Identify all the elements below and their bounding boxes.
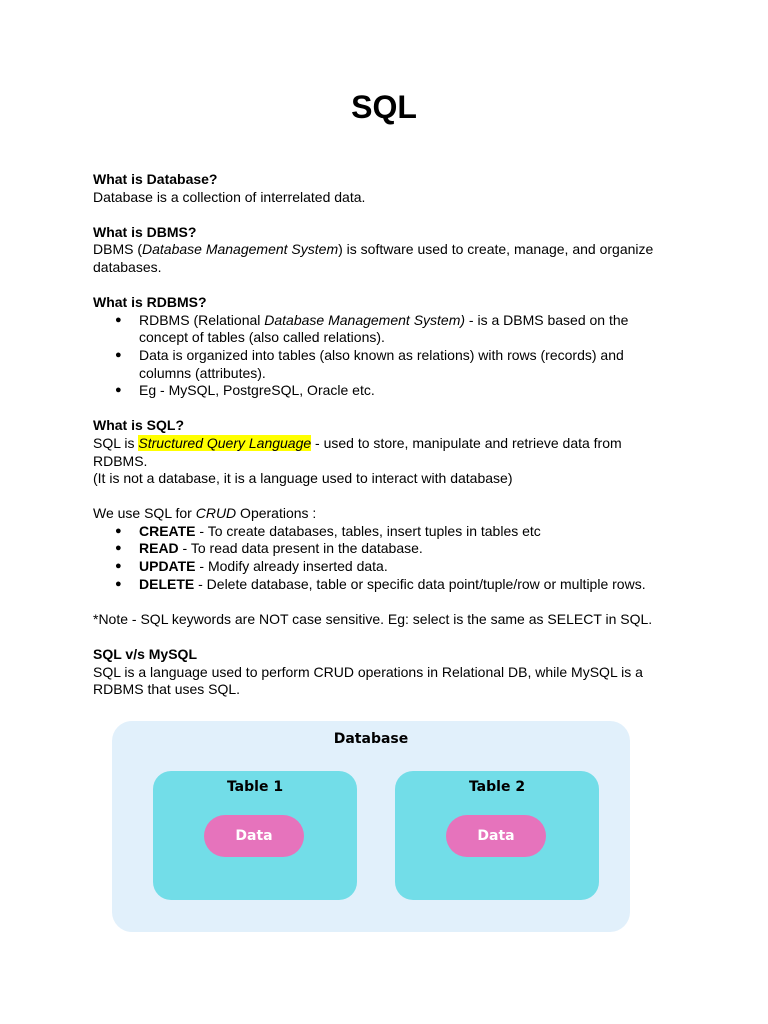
database-label: Database bbox=[333, 731, 409, 747]
table-2-box bbox=[395, 771, 599, 900]
document-body bbox=[93, 171, 673, 699]
database-diagram bbox=[112, 721, 630, 932]
sql-text: SQL is Structured Query Language - used to store, manipulate and retrieve data from RDBMS. bbox=[93, 434, 622, 469]
sql-note: (It is not a database, it is a language used to interact with database) bbox=[93, 470, 513, 487]
dbms-text: DBMS (Database Management System) is software used to create, manage, and organize databases. bbox=[93, 241, 654, 275]
data-pill-2: Data bbox=[446, 815, 546, 857]
list-item: ● DELETE - Delete database, table or specific data point/tuple/row or multiple rows. bbox=[139, 576, 673, 594]
rdbms-list bbox=[93, 312, 673, 400]
data-pill-1: Data bbox=[204, 815, 304, 857]
list-item: ● READ - To read data present in the database. bbox=[139, 540, 673, 558]
dbms-heading: What is DBMS? bbox=[93, 223, 197, 240]
database-heading: What is Database? bbox=[93, 171, 218, 187]
highlighted-term: Structured Query Language bbox=[138, 434, 312, 451]
case-note: *Note - SQL keywords are NOT case sensitive. Eg: select is the same as SELECT in SQL. bbox=[93, 610, 653, 627]
sql-heading: What is SQL? bbox=[93, 417, 184, 434]
table-1-box bbox=[153, 771, 357, 900]
rdbms-heading: What is RDBMS? bbox=[93, 294, 207, 311]
sql-vs-mysql-text: SQL is a language used to perform CRUD operations in Relational DB, while MySQL is a RDBMS that uses SQL. bbox=[93, 663, 643, 698]
page-title: SQL bbox=[351, 89, 417, 125]
crud-list bbox=[93, 523, 673, 593]
list-item: ● UPDATE - Modify already inserted data. bbox=[139, 558, 673, 576]
crud-intro: We use SQL for CRUD Operations : bbox=[93, 505, 317, 522]
database-text: Database is a collection of interrelated data. bbox=[93, 188, 366, 205]
sql-vs-mysql-heading: SQL v/s MySQL bbox=[93, 646, 197, 663]
list-item: ● RDBMS (Relational Database Management System) - is a DBMS based on the concept of tables (also called relations). bbox=[139, 312, 673, 347]
table-1-label: Table 1 bbox=[226, 779, 284, 795]
list-item: ● Data is organized into tables (also known as relations) with rows (records) and columns (attributes). bbox=[139, 347, 673, 382]
table-2-label: Table 2 bbox=[468, 779, 526, 795]
list-item: ● CREATE - To create databases, tables, insert tuples in tables etc bbox=[139, 523, 673, 541]
list-item: ● Eg - MySQL, PostgreSQL, Oracle etc. bbox=[139, 382, 673, 400]
